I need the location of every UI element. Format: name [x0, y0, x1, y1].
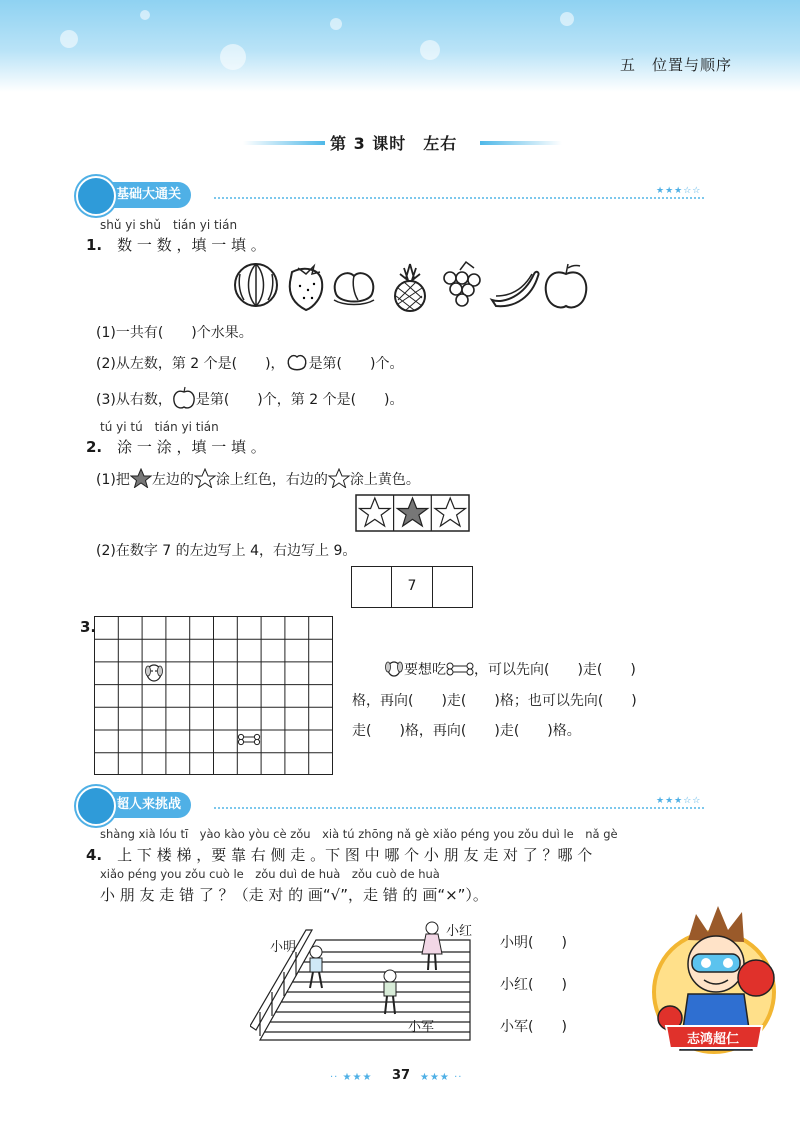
q1-sub1: (1)一共有( )个水果。: [96, 325, 253, 341]
footer-stars-right-icon: ★★★ ··: [420, 1072, 463, 1083]
label-xiaojun: 小军: [408, 1020, 435, 1035]
lesson-title: 第 3 课时 左右: [330, 134, 458, 153]
grapes-icon: [444, 262, 480, 306]
answer-xiaojun[interactable]: 小军( ): [500, 1019, 567, 1035]
q2-sub1: (1)把 左边的 涂上红色，右边的 涂上黄色。: [96, 468, 420, 489]
q2-sub2: (2)在数字 7 的左边写上 4，右边写上 9。: [96, 543, 357, 559]
left-blank-cell[interactable]: [352, 567, 391, 607]
bone-icon: [238, 734, 259, 744]
q1-stem: 1. 数 一 数 ，填 一 填 。: [86, 236, 266, 254]
filled-star-icon: [130, 468, 152, 488]
q3-line3: 走( )格，再向( )走( )格。: [352, 723, 581, 739]
mascot-superhero: [648, 900, 778, 1080]
title-deco-left: [243, 141, 325, 145]
peach-icon: [285, 352, 309, 372]
answer-xiaoming[interactable]: 小明( ): [500, 935, 567, 951]
q1-pinyin: shǔ yi shǔ tián yi tián: [100, 218, 238, 232]
page-number: 37: [392, 1068, 411, 1083]
q4-line1: 4. 上 下 楼 梯 ，要 靠 右 侧 走 。下 图 中 哪 个 小 朋 友 走 对 了 ？哪 个: [86, 846, 593, 864]
watermelon-icon: [235, 264, 277, 306]
q3-line2: 格，再向( )走( )格；也可以先向( ): [352, 693, 637, 709]
q2-pinyin: tú yi tú tián yi tián: [100, 420, 219, 434]
right-blank-cell[interactable]: [433, 567, 472, 607]
number-boxes: [351, 566, 473, 608]
strawberry-icon: [290, 266, 322, 310]
grid-map: [94, 616, 334, 776]
footer-stars-left-icon: ·· ★★★: [330, 1072, 373, 1083]
empty-star-icon: [194, 468, 216, 488]
q1-sub2: (2)从左数，第 2 个是( )， 是第( )个。: [96, 352, 404, 373]
peach-icon: [334, 273, 374, 304]
chapter-title: 五 位置与顺序: [619, 56, 732, 74]
puppy-icon: [146, 665, 163, 681]
stars-deco-icon: ★★★☆☆: [656, 796, 702, 806]
q4-pinyin-1: shàng xià lóu tī yào kào yòu cè zǒu xià tú zhōng nǎ gè xiǎo péng you zǒu duì le nǎ gè: [100, 827, 618, 841]
label-xiaohong: 小红: [446, 924, 473, 939]
section-badge-challenge: 超人来挑战: [80, 792, 191, 818]
boxing-glove-icon: [738, 960, 774, 996]
top-banner: [0, 0, 800, 92]
fruit-row: [234, 260, 594, 312]
answer-xiaohong[interactable]: 小红( ): [500, 977, 567, 993]
q4-pinyin-2: xiǎo péng you zǒu cuò le zǒu duì de huà zǒu cuò de huà: [100, 867, 440, 881]
section-divider: [214, 197, 704, 199]
label-xiaoming: 小明: [270, 940, 297, 955]
section-divider: [214, 807, 704, 809]
section-badge-basic: 基础大通关: [80, 182, 191, 208]
stars-deco-icon: ★★★☆☆: [656, 186, 702, 196]
bone-icon: [446, 662, 474, 676]
digit-cell: 7: [407, 578, 417, 594]
q3-number: 3.: [80, 618, 97, 636]
title-deco-right: [480, 141, 562, 145]
star-boxes[interactable]: [355, 494, 470, 532]
puppy-icon: [384, 658, 404, 678]
q2-stem: 2. 涂 一 涂 ，填 一 填 。: [86, 438, 266, 456]
q1-sub3: (3)从右数， 是第( )个，第 2 个是( )。: [96, 386, 404, 410]
q3-line1: 要想吃 ，可以先向( )走( ): [384, 658, 636, 679]
apple-icon: [546, 264, 587, 307]
empty-star-icon: [328, 468, 350, 488]
pineapple-icon: [395, 264, 425, 311]
star-emblem-icon: [76, 176, 116, 216]
apple-icon: [172, 386, 196, 410]
superhero-emblem-icon: [76, 786, 116, 826]
q4-line2: 小 朋 友 走 错 了 ？（走 对 的 画“√”，走 错 的 画“×”）。: [100, 886, 488, 904]
mascot-badge-label: 志鸿超仁: [686, 1032, 739, 1047]
banana-icon: [492, 272, 539, 306]
